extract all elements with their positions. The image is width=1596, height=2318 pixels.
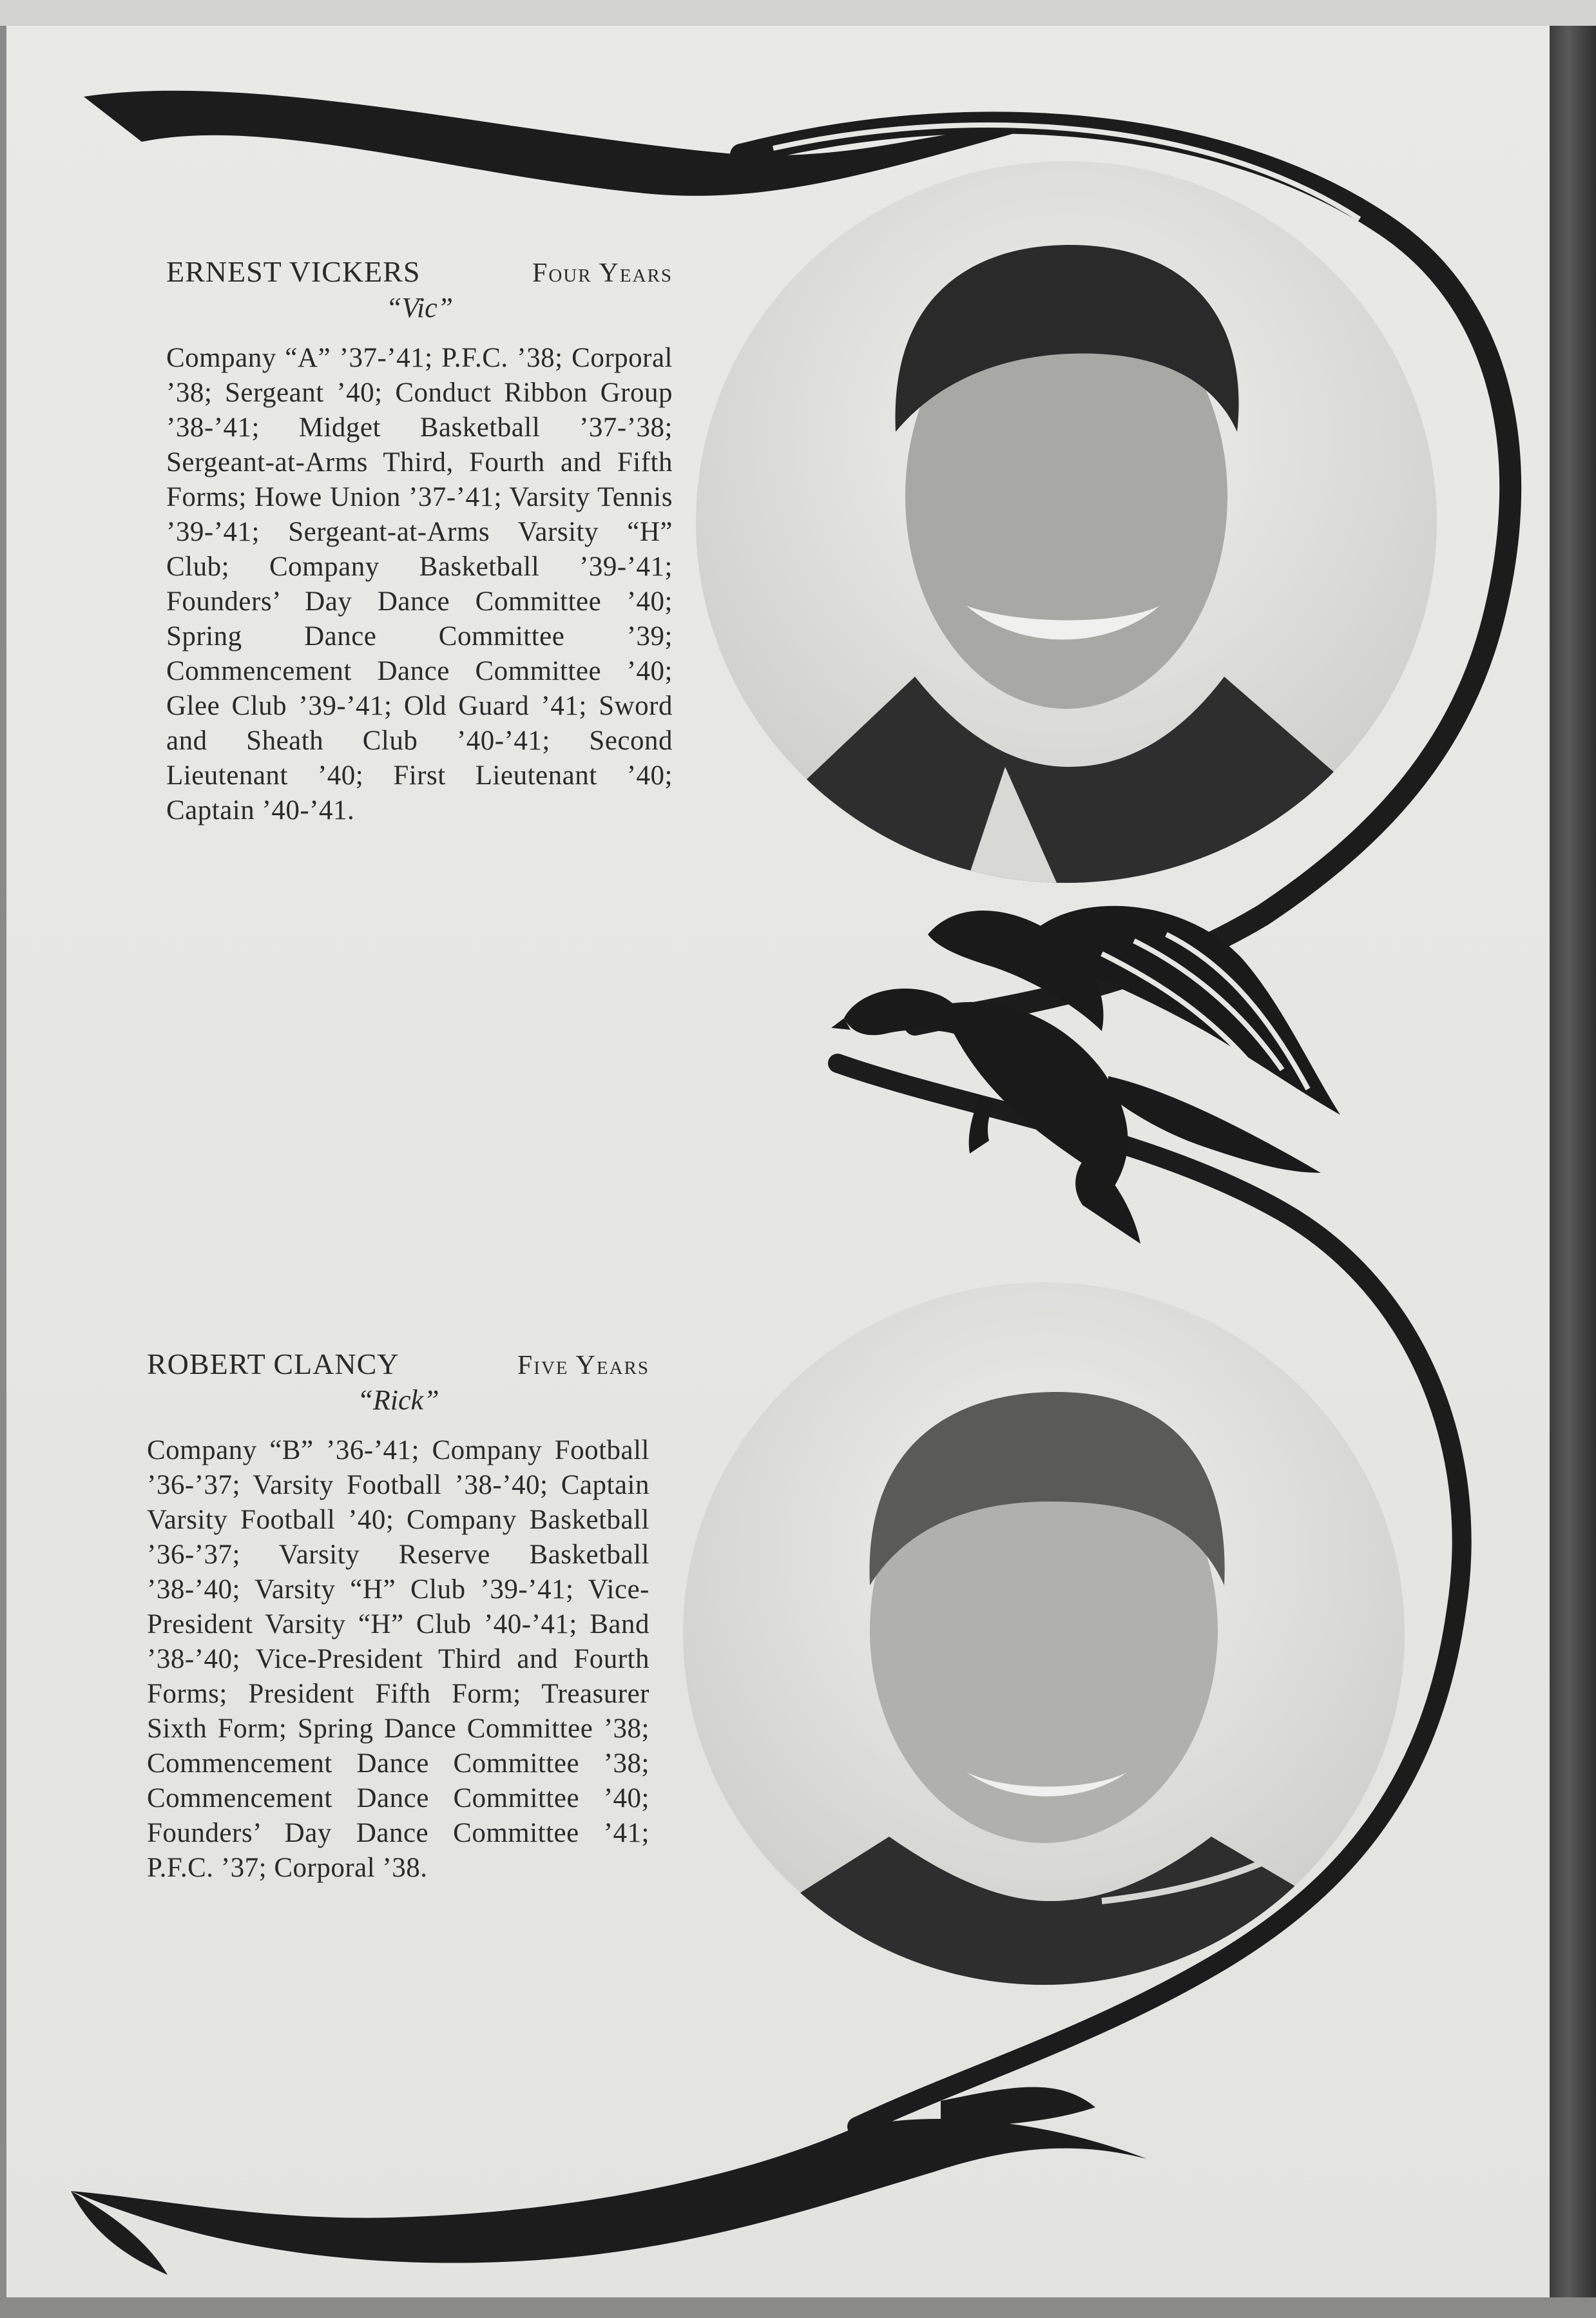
eagle-icon: [831, 883, 1385, 1244]
nickname: “Rick”: [357, 1384, 439, 1416]
student-name: ROBERT CLANCY: [147, 1347, 399, 1380]
student-name: ERNEST VICKERS: [166, 255, 421, 288]
biography-text: Company “A” ’37-’41; P.F.C. ’38; Corporal ’38; Sergeant ’40; Conduct Ribbon Group ’38-’41; Midget Basketball ’37-’38; Sergeant-at-Arms Third, Fourth and Fifth Forms; Howe Union ’37-’41; Varsity Tennis ’39-’41; Sergeant-at-Arms Varsity “H” Club; Company Basketball ’39-’41; Founders’ Day Dance Committee ’40; Spring Dance Committee ’39; Commencement Dance Committee ’40; Glee Club ’39-’41; Old Guard ’41; Sword and Sheath Club ’40-’41; Second Lieutenant ’40; First Lieutenant ’40; Captain ’40-’41.: [166, 343, 673, 826]
nickname: “Vic”: [385, 292, 454, 324]
years-attended: Four Years: [532, 258, 673, 288]
years-attended: Five Years: [517, 1351, 649, 1380]
entry-vickers: [166, 255, 673, 828]
portrait-vickers: [696, 161, 1437, 883]
entry-clancy: [147, 1347, 649, 1886]
biography-text: Company “B” ’36-’41; Company Football ’36-’37; Varsity Football ’38-’40; Captain Varsity Football ’40; Company Basketball ’36-’37; Varsity Reserve Basketball ’38-’40; Varsity “H” Club ’39-’41; Vice-President Varsity “H” Club ’40-’41; Band ’38-’40; Vice-President Third and Fourth Forms; President Fifth Form; Treasurer Sixth Form; Spring Dance Committee ’38; Commencement Dance Committee ’38; Commencement Dance Committee ’40; Founders’ Day Dance Committee ’41; P.F.C. ’37; Corporal ’38.: [147, 1435, 649, 1883]
portrait-clancy: [683, 1282, 1405, 1985]
